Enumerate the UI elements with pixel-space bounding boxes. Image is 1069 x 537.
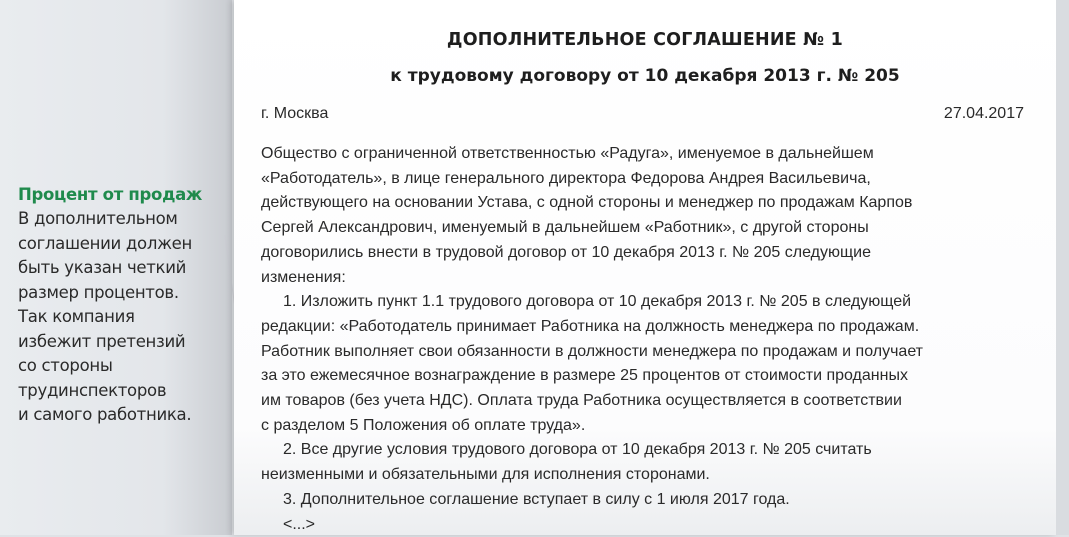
right-margin-strip xyxy=(1056,0,1069,535)
clause-2-line: неизменными и обязательными для исполнения сторонами. xyxy=(261,466,710,484)
clause-1-line: им товаров (без учета НДС). Оплата труда Работника осуществляется в соответствии xyxy=(261,392,902,410)
document-date: 27.04.2017 xyxy=(943,105,1024,122)
document-subtitle: к трудовому договору от 10 декабря 2013 г. № 205 xyxy=(390,66,900,86)
document-body xyxy=(261,142,1041,537)
callout-line: размер процентов. xyxy=(18,282,179,302)
preamble-line: Сергей Александрович, именуемый в дальнейшем «Работник», с другой стороны xyxy=(261,219,869,237)
callout-line: трудинспекторов xyxy=(18,380,167,400)
document-page xyxy=(234,0,1056,535)
clause-3-line: 3. Дополнительное соглашение вступает в силу с 1 июля 2017 года. xyxy=(283,490,790,508)
clause-1-line: Работник выполняет свои обязанности в должности менеджера по продажам и получает xyxy=(261,342,924,360)
document-city: г. Москва xyxy=(261,105,329,122)
preamble-line: договорились внести в трудовой договор от 10 декабря 2013 г. № 205 следующие xyxy=(261,243,871,261)
callout-line: и самого работника. xyxy=(18,405,192,424)
callout-line: избежит претензий xyxy=(18,331,186,351)
clause-2-line: 2. Все другие условия трудового договора от 10 декабря 2013 г. № 205 считать xyxy=(283,441,872,459)
preamble-line: «Работодатель», в лице генерального директора Федорова Андрея Васильевича, xyxy=(261,169,871,187)
document-title: ДОПОЛНИТЕЛЬНОЕ СОГЛАШЕНИЕ № 1 xyxy=(446,30,844,50)
clause-1-line: с разделом 5 Положения об оплате труда». xyxy=(261,416,586,434)
omitted-text-marker: <...> xyxy=(283,515,316,533)
callout-line: Так компания xyxy=(18,307,135,326)
callout-note xyxy=(18,183,228,428)
preamble-line: Общество с ограниченной ответственностью «Радуга», именуемое в дальнейшем xyxy=(261,145,874,162)
clause-1-line: редакции: «Работодатель принимает Работника на должность менеджера по продажам. xyxy=(261,317,920,335)
clause-1-line: за это ежемесячное вознаграждение в размере 25 процентов от стоимости проданных xyxy=(261,367,908,385)
sidebar-panel xyxy=(0,0,232,535)
callout-line: В дополнительном xyxy=(18,209,178,228)
clause-1-line: 1. Изложить пункт 1.1 трудового договора от 10 декабря 2013 г. № 205 в следующей xyxy=(283,293,912,311)
callout-title: Процент от продаж xyxy=(18,185,203,204)
callout-line: быть указан четкий xyxy=(18,258,187,277)
preamble-line: действующего на основании Устава, с одной стороны и менеджер по продажам Карпов xyxy=(261,194,913,212)
callout-line: соглашении должен xyxy=(18,233,192,253)
callout-line: со стороны xyxy=(18,356,113,375)
preamble-line: изменения: xyxy=(261,268,346,286)
